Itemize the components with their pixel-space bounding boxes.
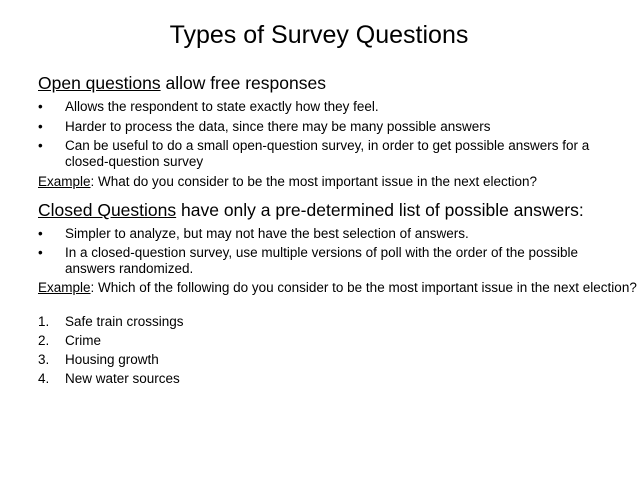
closed-example-text: : Which of the following do you consider to be the most important issue in the next election? bbox=[90, 280, 637, 295]
slide-title: Types of Survey Questions bbox=[169, 21, 469, 49]
closed-example-label: Example bbox=[38, 280, 91, 295]
open-bullet-1 bbox=[38, 99, 628, 115]
option-number: 4. bbox=[38, 371, 50, 386]
open-example-text: : What do you consider to be the most important issue in the next election? bbox=[90, 174, 538, 189]
open-example-label: Example bbox=[38, 174, 91, 189]
closed-option-1-text: Safe train crossings bbox=[65, 314, 184, 329]
closed-bullet-1 bbox=[38, 226, 628, 242]
closed-bullet-2-text: In a closed-question survey, use multiple versions of poll with the order of the possible answers randomized. bbox=[65, 245, 579, 276]
open-bullet-3 bbox=[38, 138, 628, 170]
bullet-marker: • bbox=[38, 138, 43, 153]
closed-option-4 bbox=[38, 371, 628, 387]
closed-option-2-text: Crime bbox=[65, 333, 101, 348]
bullet-marker: • bbox=[38, 245, 43, 260]
closed-questions-heading-rest: have only a pre-determined list of possible answers: bbox=[176, 200, 584, 220]
closed-example bbox=[38, 280, 638, 296]
open-bullet-3-text: Can be useful to do a small open-question survey, in order to get possible answers for a closed-question survey bbox=[65, 138, 590, 169]
closed-bullet-1-text: Simpler to analyze, but may not have the best selection of answers. bbox=[65, 226, 469, 241]
closed-questions-term: Closed Questions bbox=[38, 200, 177, 220]
open-example bbox=[38, 174, 628, 190]
closed-option-3-text: Housing growth bbox=[65, 352, 159, 367]
closed-option-3 bbox=[38, 352, 628, 368]
open-bullet-2-text: Harder to process the data, since there may be many possible answers bbox=[65, 119, 491, 134]
bullet-marker: • bbox=[38, 119, 43, 134]
open-questions-term: Open questions bbox=[38, 73, 161, 93]
closed-option-2 bbox=[38, 333, 628, 349]
closed-questions-heading bbox=[38, 200, 584, 221]
option-number: 1. bbox=[38, 314, 50, 329]
closed-bullet-2 bbox=[38, 245, 628, 277]
open-bullet-2 bbox=[38, 119, 628, 135]
option-number: 3. bbox=[38, 352, 50, 367]
open-questions-heading-rest: allow free responses bbox=[160, 73, 326, 93]
open-questions-heading bbox=[38, 73, 326, 94]
bullet-marker: • bbox=[38, 99, 43, 114]
option-number: 2. bbox=[38, 333, 50, 348]
open-bullet-1-text: Allows the respondent to state exactly how they feel. bbox=[65, 99, 379, 114]
bullet-marker: • bbox=[38, 226, 43, 241]
closed-option-4-text: New water sources bbox=[65, 371, 180, 386]
closed-option-1 bbox=[38, 314, 628, 330]
